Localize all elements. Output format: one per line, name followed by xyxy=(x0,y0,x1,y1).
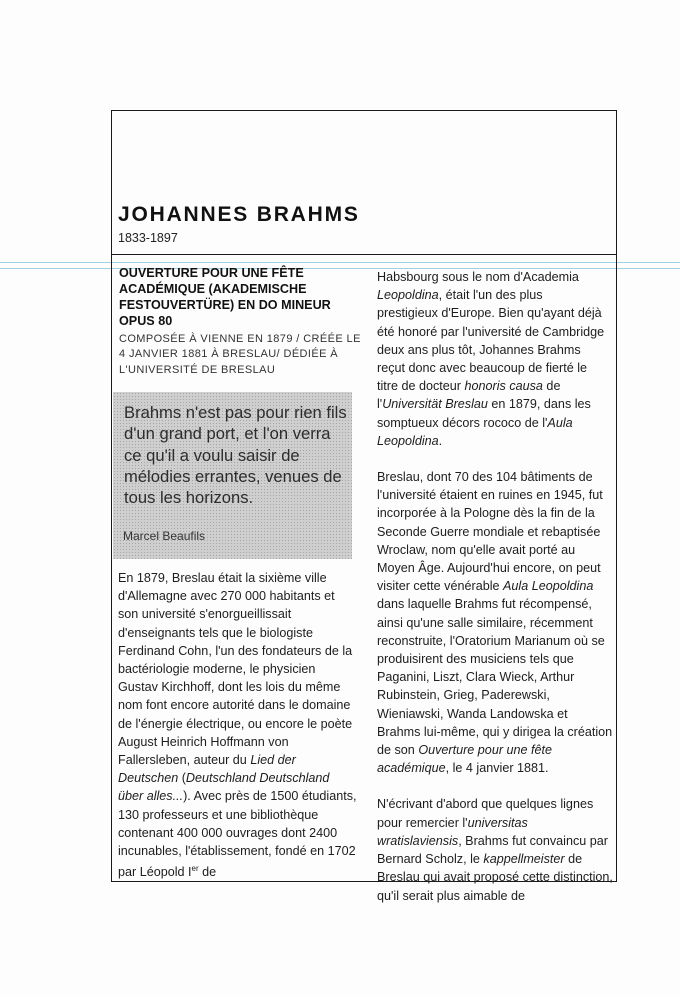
right-paragraph-2 xyxy=(377,468,613,777)
text-run-italic: Aula Leopoldina xyxy=(377,415,573,448)
right-paragraph-1 xyxy=(377,268,605,450)
text-run-italic: Leopoldina xyxy=(377,288,439,303)
right-paragraph-3 xyxy=(377,795,613,904)
text-run-italic: honoris causa xyxy=(464,379,543,394)
work-title: OUVERTURE POUR UNE FÊTE ACADÉMIQUE (AKADEMISCHE FESTOUVERTÜRE) EN DO MINEUR OPUS 80 xyxy=(119,266,331,328)
text-run-italic: Universität Breslau xyxy=(382,397,488,412)
composer-name: JOHANNES BRAHMS xyxy=(118,203,360,226)
text-run-italic: Aula Leopoldina xyxy=(503,579,594,594)
text-run: En 1879, Breslau était la sixième ville d'Allemagne avec 270 000 habitants et son université s'enorgueillissait d'enseignants tels que le biologiste Ferdinand Cohn, l'un des fondateurs de la bactériologie moderne, le physicien Gustav Kirchhoff, dont les lois du même nom font encore autorité dans le domaine de l'énergie électrique, ou encore le poète August Heinrich Hoffmann von Fallersleben, auteur du xyxy=(118,571,353,768)
text-run: , le 4 janvier 1881. xyxy=(445,761,549,776)
work-meta: COMPOSÉE À VIENNE EN 1879 / CRÉÉE LE 4 JANVIER 1881 À BRESLAU/ DÉDIÉE À L'UNIVERSITÉ DE BRESLAU xyxy=(119,333,361,376)
text-run: de l' xyxy=(377,379,561,412)
left-column xyxy=(118,569,358,900)
text-run: ( xyxy=(178,771,186,786)
text-run: , Brahms fut convaincu par Bernard Scholz, le xyxy=(377,833,608,867)
text-run-italic: Deutschland Deutschland über alles... xyxy=(118,771,330,804)
text-run: Habsbourg sous le nom d'Academia xyxy=(377,270,579,284)
text-run-italic: Lied der Deutschen xyxy=(118,753,296,786)
text-run: en 1879, dans les somptueux décors rococo de l' xyxy=(377,397,591,430)
text-run: de Breslau qui avait proposé cette distinction, qu'il serait plus aimable de xyxy=(377,852,613,903)
text-run: dans laquelle Brahms fut récompensé, ainsi qu'une salle similaire, récemment reconstruite, l'Oratorium Marianum où se produisirent des musiciens tels que Paganini, Liszt, Clara Wieck, Arthur Rubinstein, Grieg, Paderewski, Wieniawski, Wanda Landowska et Brahms lui-même, qui y dirigea la création de son xyxy=(377,597,613,758)
text-run: . xyxy=(438,433,443,448)
composer-dates: 1833-1897 xyxy=(118,231,178,245)
header-rule xyxy=(111,254,617,255)
text-run: ). Avec près de 1500 étudiants, 130 professeurs et une bibliothèque contenant 400 000 ouvrages dont 2400 incunables, l'établissement, fondé en 1702 par Léopold I xyxy=(118,789,357,880)
text-run: N'écrivant d'abord que quelques lignes pour remercier l' xyxy=(377,797,594,830)
text-run-italic: Ouverture pour une fête académique xyxy=(377,743,553,776)
left-paragraph-1 xyxy=(118,569,358,882)
text-run-italic: kappellmeister xyxy=(483,852,565,867)
text-run: de xyxy=(198,865,217,880)
text-run: Breslau, dont 70 des 104 bâtiments de l'université étaient en ruines en 1945, fut incorporée à la Pologne dès la fin de la Seconde Guerre mondiale et rebaptisée Wroclaw, nom qu'elle avait porté au Moyen Âge. Aujourd'hui encore, on peut visiter cette vénérable xyxy=(377,470,603,594)
quote-author: Marcel Beaufils xyxy=(123,529,206,543)
text-run: , était l'un des plus prestigieux d'Europe. Bien qu'ayant déjà été honoré par l'université de Cambridge deux ans plus tôt, Johannes Brahms reçut donc avec beaucoup de fierté le titre de docteur xyxy=(377,288,605,394)
superscript: er xyxy=(191,864,199,874)
right-column xyxy=(377,268,613,923)
text-run-italic: universitas wratislaviensis xyxy=(377,815,528,848)
quote-text: Brahms n'est pas pour rien fils d'un grand port, et l'on verra ce qu'il a voulu saisir de mélodies errantes, venues de tous les horizons. xyxy=(124,403,347,508)
